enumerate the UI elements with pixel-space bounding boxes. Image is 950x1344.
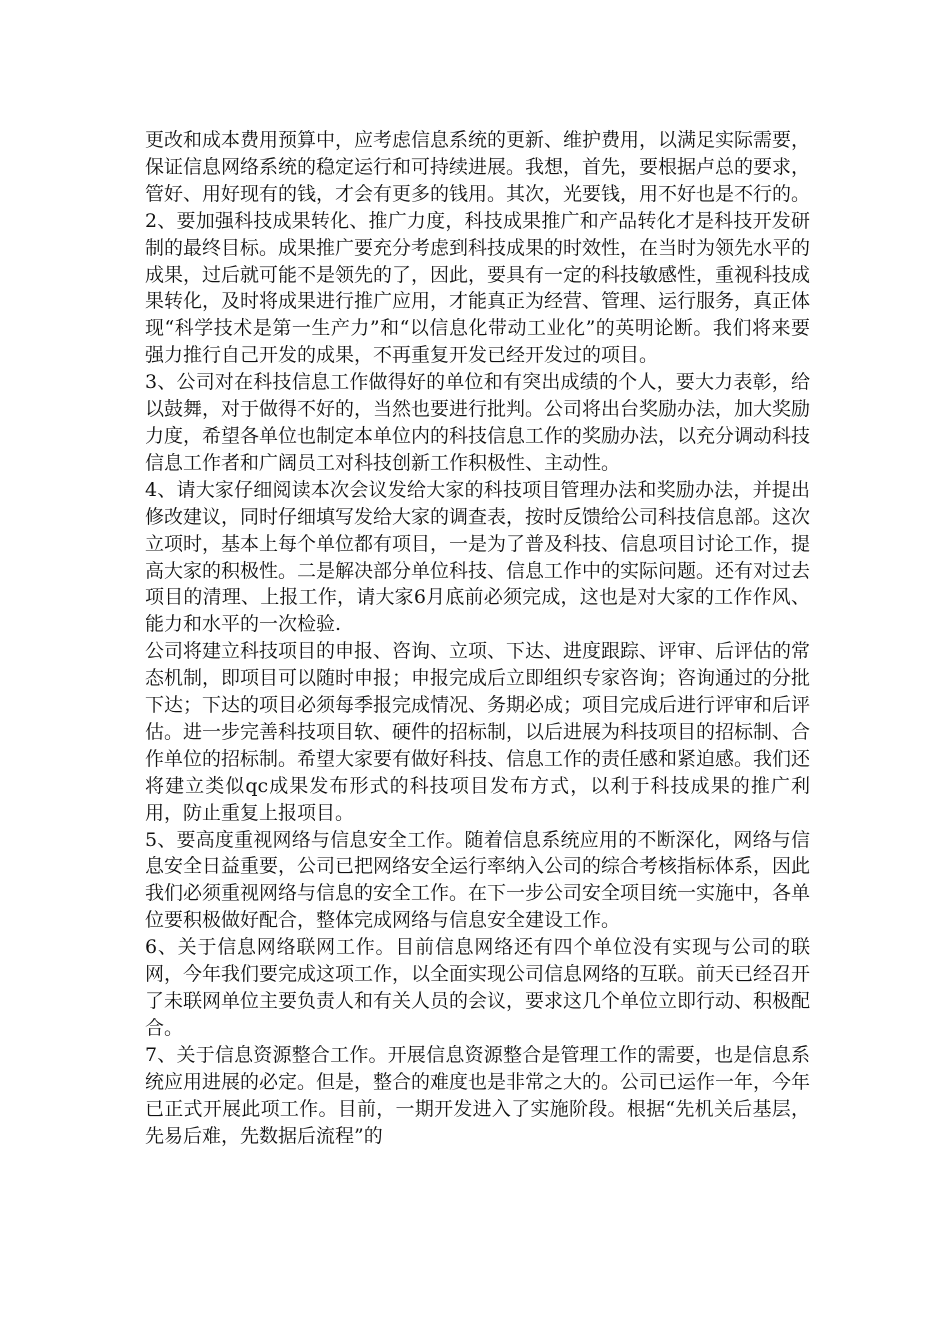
- paragraph-project-mechanism: 公司将建立科技项目的申报、咨询、立项、下达、进度跟踪、评审、后评估的常态机制，即项目可以随时申报；申报完成后立即组织专家咨询；咨询通过的分批下达；下达的项目必须每季报完成情况、务期必成；项目完成后进行评审和后评估。进一步完善科技项目软、硬件的招标制，以后进展为科技项目的招标制、合作单位的招标制。希望大家要有做好科技、信息工作的责任感和紧迫感。我们还将建立类似qc成果发布形式的科技项目发布方式，以利于科技成果的推广利用，防止重复上报项目。: [145, 640, 811, 824]
- paragraph-item-4: 4、请大家仔细阅读本次会议发给大家的科技项目管理办法和奖励办法，并提出修改建议，同时仔细填写发给大家的调查表，按时反馈给公司科技信息部。这次立项时，基本上每个单位都有项目，一是为了普及科技、信息项目讨论工作，提高大家的积极性。二是解决部分单位科技、信息工作中的实际问题。还有对过去项目的清理、上报工作，请大家6月底前必须完成，这也是对大家的工作作风、能力和水平的一次检验.: [145, 478, 811, 636]
- paragraph-item-3: 3、公司对在科技信息工作做得好的单位和有突出成绩的个人，要大力表彰，给以鼓舞，对于做得不好的，当然也要进行批判。公司将出台奖励办法，加大奖励力度，希望各单位也制定本单位内的科技信息工作的奖励办法，以充分调动科技信息工作者和广阔员工对科技创新工作积极性、主动性。: [145, 371, 811, 474]
- paragraph-item-6: 6、关于信息网络联网工作。目前信息网络还有四个单位没有实现与公司的联网，今年我们要完成这项工作，以全面实现公司信息网络的互联。前天已经召开了未联网单位主要负责人和有关人员的会议，要求这几个单位立即行动、积极配合。: [145, 936, 811, 1039]
- document-body: [145, 127, 810, 1149]
- paragraph-item-2: 2、要加强科技成果转化、推广力度，科技成果推广和产品转化才是科技开发研制的最终目标。成果推广要充分考虑到科技成果的时效性，在当时为领先水平的成果，过后就可能不是领先的了，因此，要具有一定的科技敏感性，重视科技成果转化，及时将成果进行推广应用，才能真正为经营、管理、运行服务，真正体现“科学技术是第一生产力”和“以信息化带动工业化”的英明论断。我们将来要强力推行自己开发的成果，不再重复开发已经开发过的项目。: [145, 209, 811, 367]
- paragraph-item-7: 7、关于信息资源整合工作。开展信息资源整合是管理工作的需要，也是信息系统应用进展的必定。但是，整合的难度也是非常之大的。公司已运作一年，今年已正式开展此项工作。目前，一期开发进入了实施阶段。根据“先机关后基层，先易后难，先数据后流程”的: [145, 1043, 811, 1147]
- paragraph-item-5: 5、要高度重视网络与信息安全工作。随着信息系统应用的不断深化，网络与信息安全日益重要，公司已把网络安全运行率纳入公司的综合考核指标体系，因此我们必须重视网络与信息的安全工作。在下一步公司安全项目统一实施中，各单位要积极做好配合，整体完成网络与信息安全建设工作。: [145, 828, 811, 932]
- paragraph-budget: 更改和成本费用预算中，应考虑信息系统的更新、维护费用，以满足实际需要，保证信息网络系统的稳定运行和可持续进展。我想，首先，要根据卢总的要求，管好、用好现有的钱，才会有更多的钱用。其次，光要钱，用不好也是不行的。: [145, 129, 811, 205]
